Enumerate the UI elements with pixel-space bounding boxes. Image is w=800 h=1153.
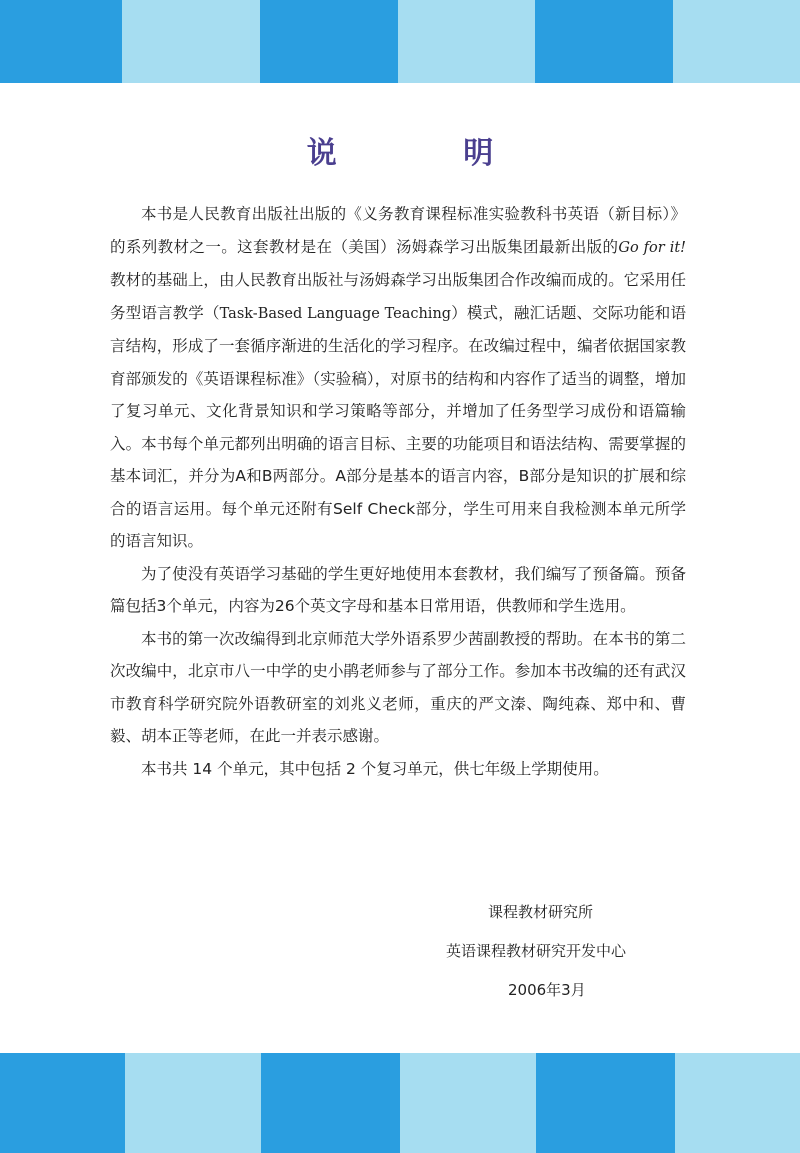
- signature-org-1: 课程教材研究所: [488, 903, 594, 921]
- bottom-tile: [125, 1053, 261, 1153]
- top-tile: [122, 0, 260, 83]
- bottom-tile: [0, 1053, 125, 1153]
- body-text: [110, 198, 686, 785]
- signature-date: 2006年3月: [508, 981, 586, 999]
- top-tile: [535, 0, 673, 83]
- page-title: 说 明: [306, 136, 552, 171]
- top-decorative-band: [0, 0, 800, 83]
- book-title-go-for-it: Go for it!: [618, 239, 686, 256]
- signature-org-2: 英语课程教材研究开发中心: [446, 942, 627, 960]
- bottom-tile: [261, 1053, 400, 1153]
- paragraph-1-part-a: 本书是人民教育出版社出版的《义务教育课程标准实验教科书英语（新目标）》的系列教材之一。这套教材是在（美国）汤姆森学习出版集团最新出版的: [110, 205, 686, 256]
- paragraph-3: 本书的第一次改编得到北京师范大学外语系罗少茜副教授的帮助。在本书的第二次改编中，北京市八一中学的史小鹃老师参与了部分工作。参加本书改编的还有武汉市教育科学研究院外语教研室的刘兆义老师，重庆的严文溱、陶纯森、郑中和、曹毅、胡本正等老师，在此一并表示感谢。: [110, 629, 686, 745]
- bottom-tile: [400, 1053, 536, 1153]
- paragraph-1-part-e: ）模式，融汇话题、交际功能和语言结构，形成了一套循序渐进的生活化的学习程序。在改编过程中，编者依据国家教育部颁发的《英语课程标准》（实验稿），对原书的结构和内容作了适当的调整，增加了复习单元、文化背景知识和学习策略等部分，并增加了任务型学习成份和语篇输入。本书每个单元都列出明确的语言目标、主要的功能项目和语法结构、需要掌握的基本词汇，并分为A和B两部分。A部分是基本的语言内容，B部分是知识的扩展和综合的语言运用。每个单元还附有Self Check部分，学生可用来自我检测本单元所学的语言知识。: [110, 303, 686, 550]
- paragraph-2: 为了使没有英语学习基础的学生更好地使用本套教材，我们编写了预备篇。预备篇包括3个单元，内容为26个英文字母和基本日常用语，供教师和学生选用。: [110, 564, 686, 615]
- paragraph-1-part-c: 教材的基础上，由人民教育出版社与汤姆森学习出版集团合作改编而成的。它采用任务型语言教学（: [110, 271, 686, 322]
- top-tile: [260, 0, 398, 83]
- bottom-tile: [536, 1053, 675, 1153]
- top-tile: [673, 0, 800, 83]
- bottom-decorative-band: [0, 1053, 800, 1153]
- bottom-tile: [675, 1053, 800, 1153]
- signature-block: [400, 893, 700, 1010]
- paragraph-1: [110, 198, 686, 558]
- top-tile: [398, 0, 535, 83]
- method-name-tblt: Task-Based Language Teaching: [219, 305, 452, 322]
- paragraph-4: 本书共 14 个单元，其中包括 2 个复习单元，供七年级上学期使用。: [141, 759, 609, 778]
- top-tile: [0, 0, 122, 83]
